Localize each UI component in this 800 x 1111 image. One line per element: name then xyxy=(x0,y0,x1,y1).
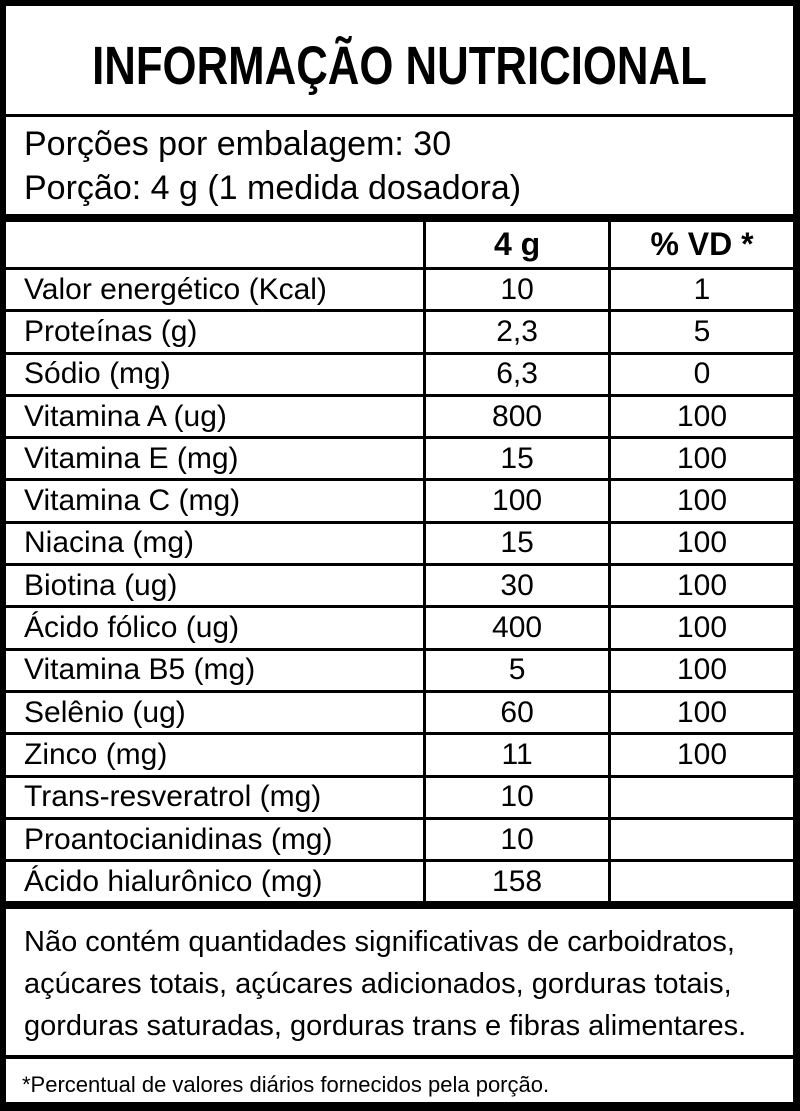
table-row xyxy=(6,859,793,901)
disclaimer-line: Não contém quantidades significativas de carboidratos, xyxy=(24,926,735,959)
table-row xyxy=(6,563,793,605)
nutrient-vd: 5 xyxy=(608,309,793,351)
nutrient-amount: 10 xyxy=(423,267,608,309)
nutrient-vd: 100 xyxy=(608,394,793,436)
column-header-nutrient xyxy=(6,222,423,267)
table-row xyxy=(6,775,793,817)
nutrient-name: Zinco (mg) xyxy=(6,732,423,774)
nutrient-vd: 100 xyxy=(608,521,793,563)
nutrient-amount: 15 xyxy=(423,436,608,478)
nutrient-vd: 100 xyxy=(608,563,793,605)
nutrient-vd: 100 xyxy=(608,605,793,647)
table-header-row xyxy=(6,222,793,267)
divider-above-table xyxy=(6,214,793,222)
nutrient-name: Ácido fólico (ug) xyxy=(6,605,423,647)
nutrient-name: Niacina (mg) xyxy=(6,521,423,563)
nutrient-name: Biotina (ug) xyxy=(6,563,423,605)
table-row xyxy=(6,394,793,436)
serving-info xyxy=(6,117,793,214)
nutrient-amount: 10 xyxy=(423,817,608,859)
nutrient-amount: 2,3 xyxy=(423,309,608,351)
nutrient-vd: 0 xyxy=(608,352,793,394)
table-row xyxy=(6,605,793,647)
nutrient-vd xyxy=(608,859,793,901)
nutrient-amount: 30 xyxy=(423,563,608,605)
nutrient-amount: 11 xyxy=(423,732,608,774)
nutrient-name: Sódio (mg) xyxy=(6,352,423,394)
nutrient-vd: 100 xyxy=(608,478,793,520)
nutrient-vd: 100 xyxy=(608,648,793,690)
nutrient-name: Vitamina E (mg) xyxy=(6,436,423,478)
nutrient-amount: 15 xyxy=(423,521,608,563)
divider-below-table xyxy=(6,901,793,909)
nutrient-amount: 400 xyxy=(423,605,608,647)
footnote-text: *Percentual de valores diários fornecidos pela porção. xyxy=(22,1072,550,1098)
servings-per-package: Porções por embalagem: 30 xyxy=(24,125,452,163)
nutrient-amount: 10 xyxy=(423,775,608,817)
nutrient-vd: 1 xyxy=(608,267,793,309)
table-row xyxy=(6,352,793,394)
table-row xyxy=(6,732,793,774)
column-header-amount: 4 g xyxy=(423,222,608,267)
nutrient-name: Vitamina C (mg) xyxy=(6,478,423,520)
table-row xyxy=(6,436,793,478)
nutrient-name: Vitamina B5 (mg) xyxy=(6,648,423,690)
table-row xyxy=(6,521,793,563)
nutrient-amount: 158 xyxy=(423,859,608,901)
nutrient-amount: 5 xyxy=(423,648,608,690)
nutrition-table xyxy=(6,222,793,901)
table-row xyxy=(6,690,793,732)
nutrient-vd: 100 xyxy=(608,732,793,774)
nutrient-vd: 100 xyxy=(608,436,793,478)
disclaimer-line: gorduras saturadas, gorduras trans e fibras alimentares. xyxy=(24,1010,747,1043)
table-row xyxy=(6,648,793,690)
column-header-vd: % VD * xyxy=(608,222,793,267)
nutrient-vd xyxy=(608,775,793,817)
nutrient-name: Proantocianidinas (mg) xyxy=(6,817,423,859)
table-row xyxy=(6,267,793,309)
nutrient-name: Valor energético (Kcal) xyxy=(6,267,423,309)
nutrient-amount: 6,3 xyxy=(423,352,608,394)
label-header xyxy=(6,6,793,114)
table-row xyxy=(6,309,793,351)
nutrient-name: Trans-resveratrol (mg) xyxy=(6,775,423,817)
nutrient-amount: 60 xyxy=(423,690,608,732)
nutrient-name: Proteínas (g) xyxy=(6,309,423,351)
nutrient-name: Vitamina A (ug) xyxy=(6,394,423,436)
nutrient-amount: 800 xyxy=(423,394,608,436)
serving-size: Porção: 4 g (1 medida dosadora) xyxy=(24,169,522,207)
disclaimer-line: açúcares totais, açúcares adicionados, gorduras totais, xyxy=(24,968,732,1001)
nutrient-vd: 100 xyxy=(608,690,793,732)
nutrient-amount: 100 xyxy=(423,478,608,520)
page-title: INFORMAÇÃO NUTRICIONAL xyxy=(92,36,707,96)
table-row xyxy=(6,817,793,859)
table-row xyxy=(6,478,793,520)
nutrient-vd xyxy=(608,817,793,859)
disclaimer-text xyxy=(6,909,793,1055)
nutrient-name: Ácido hialurônico (mg) xyxy=(6,859,423,901)
nutrient-name: Selênio (ug) xyxy=(6,690,423,732)
